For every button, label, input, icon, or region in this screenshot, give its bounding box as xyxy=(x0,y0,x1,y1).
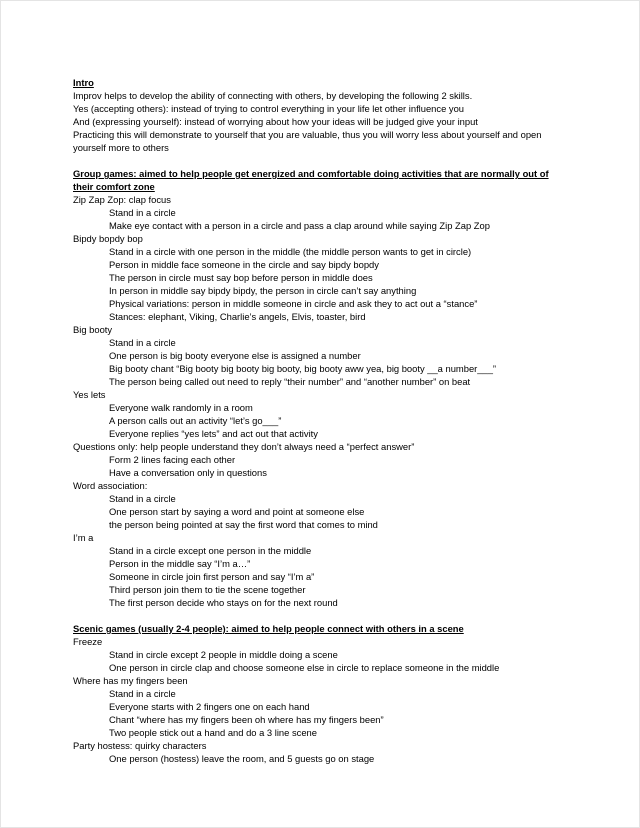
instruction-line: Big booty chant “Big booty big booty big booty, big booty aww yea, big booty __a number___” xyxy=(109,363,497,374)
instruction-line: Stances: elephant, Viking, Charlie’s angels, Elvis, toaster, bird xyxy=(109,311,366,322)
instruction-line: Everyone starts with 2 fingers one on each hand xyxy=(109,701,310,712)
paragraph-line: Zip Zap Zop: clap focus xyxy=(73,194,171,205)
paragraph-line: Bipdy bopdy bop xyxy=(73,233,143,244)
instruction-line: One person is big booty everyone else is assigned a number xyxy=(109,350,361,361)
section-heading: Intro xyxy=(73,77,94,88)
paragraph-line: Improv helps to develop the ability of connecting with others, by developing the following 2 skills. xyxy=(73,90,473,101)
instruction-line: Chant “where has my fingers been oh where has my fingers been” xyxy=(109,714,384,725)
paragraph-line: Party hostess: quirky characters xyxy=(73,740,207,751)
instruction-line: the person being pointed at say the first word that comes to mind xyxy=(109,519,378,530)
instruction-line: The person being called out need to reply “their number” and “another number” on beat xyxy=(109,376,471,387)
instruction-line: Everyone walk randomly in a room xyxy=(109,402,253,413)
instruction-line: One person (hostess) leave the room, and 5 guests go on stage xyxy=(109,753,375,764)
blank-line xyxy=(73,609,571,622)
paragraph-line: Where has my fingers been xyxy=(73,675,188,686)
paragraph-line: Big booty xyxy=(73,324,113,335)
instruction-line: Stand in a circle with one person in the middle (the middle person wants to get in circle) xyxy=(109,246,472,257)
instruction-line: The first person decide who stays on for the next round xyxy=(109,597,338,608)
instruction-line: Stand in a circle xyxy=(109,337,176,348)
paragraph-line: Yes (accepting others): instead of trying to control everything in your life let other influence you xyxy=(73,103,465,114)
paragraph-line: Practicing this will demonstrate to yourself that you are valuable, thus you will worry less about yourself and open yourself more to others xyxy=(73,129,542,153)
instruction-line: Stand in a circle xyxy=(109,207,176,218)
blank-line xyxy=(73,154,571,167)
instruction-line: Form 2 lines facing each other xyxy=(109,454,236,465)
instruction-line: Physical variations: person in middle someone in circle and ask they to act out a “stance” xyxy=(109,298,478,309)
instruction-line: Have a conversation only in questions xyxy=(109,467,267,478)
paragraph-line: Freeze xyxy=(73,636,103,647)
instruction-line: Two people stick out a hand and do a 3 line scene xyxy=(109,727,317,738)
instruction-line: Stand in a circle except one person in the middle xyxy=(109,545,312,556)
instruction-line: The person in circle must say bop before person in middle does xyxy=(109,272,373,283)
section-heading: Group games: aimed to help people get energized and comfortable doing activities that are normally out of their comfort zone xyxy=(73,168,549,192)
instruction-line: Stand in circle except 2 people in middle doing a scene xyxy=(109,649,338,660)
paragraph-line: Yes lets xyxy=(73,389,106,400)
paragraph-line: Word association: xyxy=(73,480,148,491)
instruction-line: Someone in circle join first person and say “I’m a” xyxy=(109,571,315,582)
instruction-line: Person in middle face someone in the circle and say bipdy bopdy xyxy=(109,259,379,270)
instruction-line: One person in circle clap and choose someone else in circle to replace someone in the middle xyxy=(109,662,500,673)
paragraph-line: I’m a xyxy=(73,532,94,543)
instruction-line: Stand in a circle xyxy=(109,688,176,699)
instruction-line: Stand in a circle xyxy=(109,493,176,504)
instruction-line: In person in middle say bipdy bipdy, the person in circle can’t say anything xyxy=(109,285,417,296)
instruction-line: Make eye contact with a person in a circle and pass a clap around while saying Zip Zap Zop xyxy=(109,220,490,231)
instruction-line: A person calls out an activity “let’s go___” xyxy=(109,415,282,426)
instruction-line: One person start by saying a word and point at someone else xyxy=(109,506,365,517)
section-heading: Scenic games (usually 2-4 people): aimed to help people connect with others in a scene xyxy=(73,623,464,634)
paragraph-line: And (expressing yourself): instead of worrying about how your ideas will be judged give your input xyxy=(73,116,478,127)
paragraph-line: Questions only: help people understand they don’t always need a “perfect answer” xyxy=(73,441,415,452)
instruction-line: Third person join them to tie the scene together xyxy=(109,584,306,595)
instruction-line: Person in the middle say “I’m a…” xyxy=(109,558,251,569)
instruction-line: Everyone replies “yes lets” and act out that activity xyxy=(109,428,318,439)
document-content xyxy=(1,1,639,765)
